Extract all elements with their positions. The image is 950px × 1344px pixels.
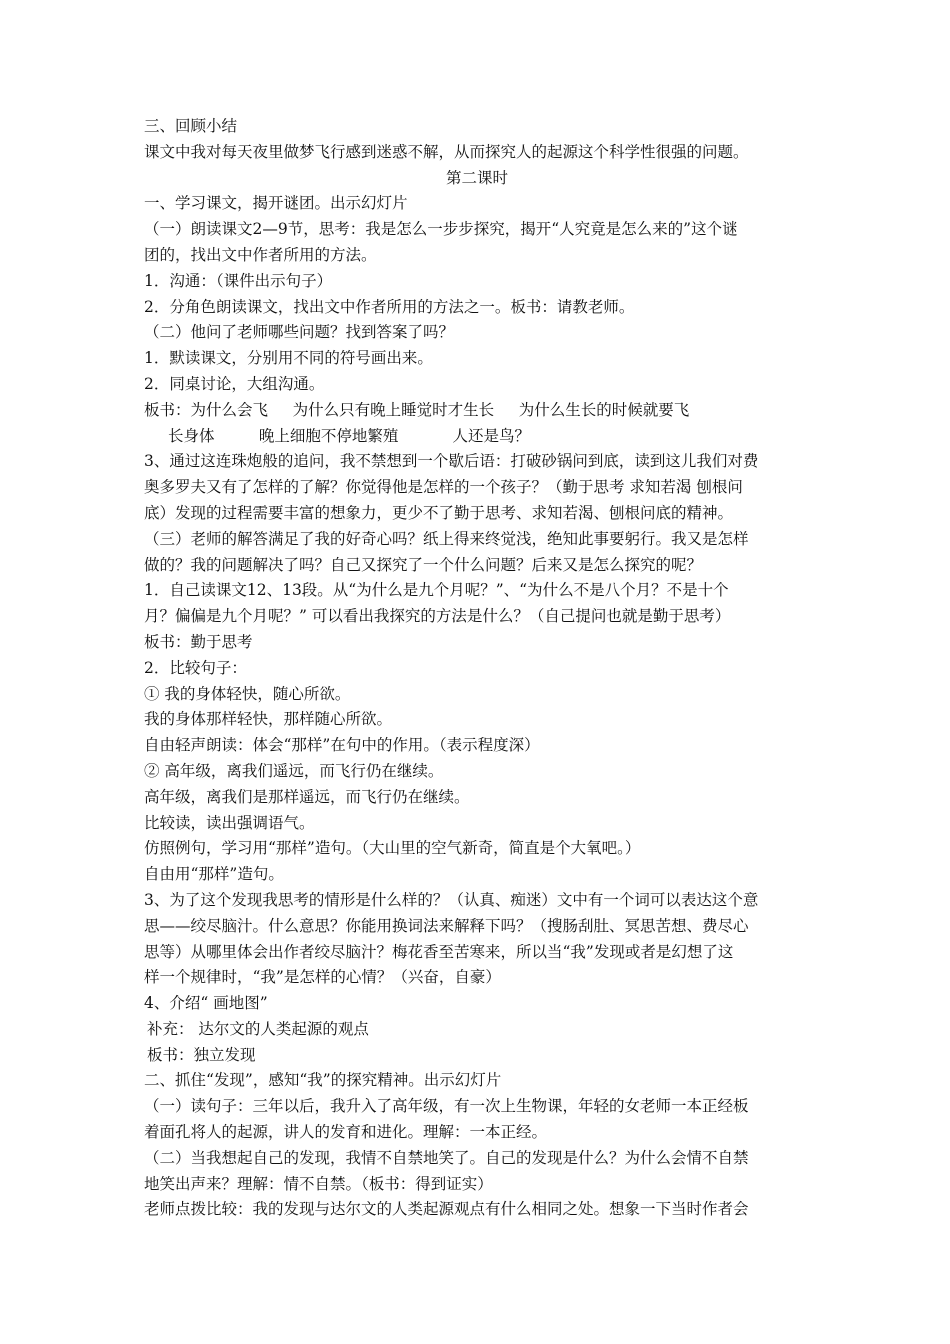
board-notes-row: 长身体 晚上细胞不停地繁殖 人还是鸟？ xyxy=(168,426,531,445)
supplement-note: 补充： 达尔文的人类起源的观点 xyxy=(147,1019,369,1038)
subsection-heading: （一）读句子：三年以后，我升入了高年级，有一次上生物课，年轻的女老师一本正经板 xyxy=(144,1097,749,1116)
list-item: 2．同桌讨论，大组沟通。 xyxy=(144,374,325,393)
paragraph: 做的？我的问题解决了吗？自己又探究了一个什么问题？后来又是怎么探究的呢？ xyxy=(144,555,703,574)
example-sentence: 高年级，离我们是那样遥远，而飞行仍在继续。 xyxy=(144,787,470,806)
list-item: 4、介绍“ 画地图” xyxy=(144,994,268,1013)
paragraph: 3、通过这连珠炮般的追问，我不禁想到一个歇后语：打破砂锅问到底，读到这儿我们对费 xyxy=(144,452,759,471)
list-item: 2．分角色朗读课文，找出文中作者所用的方法之一。板书：请教老师。 xyxy=(144,297,635,316)
lesson-title: 第二课时 xyxy=(445,168,508,187)
board-notes-row: 板书：为什么会飞 为什么只有晚上睡觉时才生长 为什么生长的时候就要飞 xyxy=(144,400,690,419)
list-item: 1．默读课文，分别用不同的符号画出来。 xyxy=(144,349,433,368)
example-sentence: ① 我的身体轻快，随心所欲。 xyxy=(144,684,351,703)
paragraph: 老师点拨比较：我的发现与达尔文的人类起源观点有什么相同之处。想象一下当时作者会 xyxy=(144,1200,749,1219)
section-heading-discovery: 二、抓住“发现”，感知“我”的探究精神。出示幻灯片 xyxy=(144,1071,502,1090)
paragraph: 自由轻声朗读：体会“那样”在句中的作用。（表示程度深） xyxy=(144,736,540,755)
paragraph: 样一个规律时，“我”是怎样的心情？（兴奋，自豪） xyxy=(144,968,501,987)
paragraph: 课文中我对每天夜里做梦飞行感到迷惑不解，从而探究人的起源这个科学性很强的问题。 xyxy=(144,142,749,161)
paragraph: 思——绞尽脑汁。什么意思？你能用换词法来解释下吗？（搜肠刮肚、冥思苦想、费尽心 xyxy=(144,916,749,935)
paragraph: 月？偏偏是九个月呢？” 可以看出我探究的方法是什么？（自己提问也就是勤于思考） xyxy=(144,607,731,626)
paragraph: 着面孔将人的起源，讲人的发育和进化。理解：一本正经。 xyxy=(144,1123,548,1142)
subsection-heading: （二）当我想起自己的发现，我情不自禁地笑了。自己的发现是什么？为什么会情不自禁 xyxy=(144,1148,749,1167)
board-notes: 板书：独立发现 xyxy=(147,1045,256,1064)
document-body xyxy=(144,114,810,1223)
paragraph: 比较读，读出强调语气。 xyxy=(144,813,315,832)
paragraph: 自由用“那样”造句。 xyxy=(144,865,284,884)
paragraph: 3、为了这个发现我思考的情形是什么样的？（认真、痴迷）文中有一个词可以表达这个意 xyxy=(144,890,759,909)
paragraph: 底）发现的过程需要丰富的想象力，更少不了勤于思考、求知若渴、刨根问底的精神。 xyxy=(144,503,734,522)
paragraph: （一）朗读课文2—9节，思考：我是怎么一步步探究，揭开“人究竟是怎么来的”这个谜 xyxy=(144,220,738,239)
paragraph: 奥多罗夫又有了怎样的了解？你觉得他是怎样的一个孩子？（勤于思考 求知若渴 刨根问 xyxy=(144,478,743,497)
example-sentence: ② 高年级，离我们遥远，而飞行仍在继续。 xyxy=(144,761,444,780)
list-item: 1．自己读课文12、13段。从“为什么是九个月呢？”、“为什么不是八个月？不是十个 xyxy=(144,581,729,600)
example-sentence: 我的身体那样轻快，那样随心所欲。 xyxy=(144,710,393,729)
section-heading-study: 一、学习课文，揭开谜团。出示幻灯片 xyxy=(144,194,408,213)
list-item: 1．沟通：（课件出示句子） xyxy=(144,271,333,290)
section-heading-review: 三、回顾小结 xyxy=(144,117,238,135)
paragraph: 仿照例句，学习用“那样”造句。（大山里的空气新奇，简直是个大氧吧。） xyxy=(144,839,641,858)
subsection-heading: （三）老师的解答满足了我的好奇心吗？纸上得来终觉浅，绝知此事要躬行。我又是怎样 xyxy=(144,529,749,548)
subsection-heading: （二）他问了老师哪些问题？找到答案了吗？ xyxy=(144,323,455,342)
list-item: 2．比较句子： xyxy=(144,658,247,677)
paragraph: 思等）从哪里体会出作者绞尽脑汁？梅花香至苦寒来，所以当“我”发现或者是幻想了这 xyxy=(144,942,734,961)
board-notes: 板书：勤于思考 xyxy=(144,632,253,651)
paragraph: 地笑出声来？理解：情不自禁。（板书：得到证实） xyxy=(144,1174,493,1193)
paragraph: 团的，找出文中作者所用的方法。 xyxy=(144,245,377,264)
